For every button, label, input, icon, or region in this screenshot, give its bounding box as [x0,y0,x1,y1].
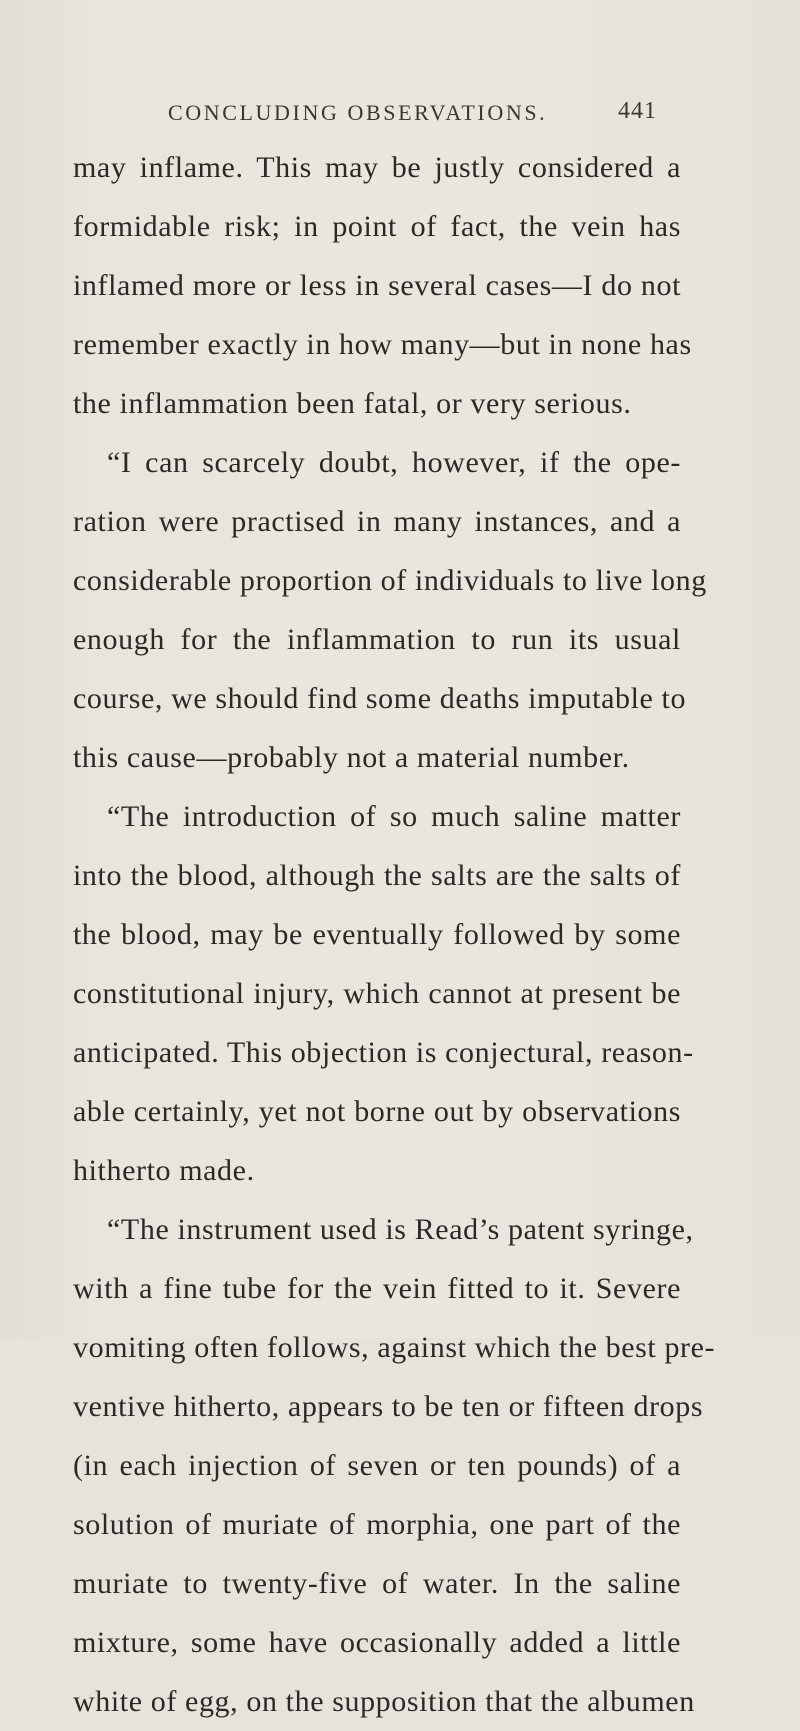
text-line: able certainly, yet not borne out by observations [73,1095,681,1128]
text-line: vomiting often follows, against which the best pre- [73,1331,716,1364]
text-line: anticipated. This objection is conjectural, reason- [73,1036,694,1069]
text-line: “I can scarcely doubt, however, if the ope- [107,446,681,479]
text-line: the blood, may be eventually followed by some [73,918,681,951]
text-line: “The instrument used is Read’s patent syringe, [107,1213,694,1246]
text-line: constitutional injury, which cannot at present be [73,977,681,1010]
text-line: ration were practised in many instances, and a [73,505,681,538]
text-line: the inflammation been fatal, or very serious. [73,387,632,420]
text-line: muriate to twenty-five of water. In the saline [73,1567,681,1600]
text-line: solution of muriate of morphia, one part of the [73,1508,681,1541]
text-line: hitherto made. [73,1154,255,1187]
text-line: this cause—probably not a material number. [73,741,630,774]
running-head [168,100,688,136]
text-line: may inflame. This may be justly considered a [73,151,681,184]
text-line: enough for the inflammation to run its usual [73,623,681,656]
body-text [73,138,716,1731]
running-head-title: CONCLUDING OBSERVATIONS. [168,100,548,125]
text-line: course, we should find some deaths imputable to [73,682,687,715]
text-line: ventive hitherto, appears to be ten or fifteen drops [73,1390,704,1423]
text-line: formidable risk; in point of fact, the vein has [73,210,681,243]
page-number: 441 [618,98,657,124]
text-line: considerable proportion of individuals to live long [73,564,707,597]
text-line: mixture, some have occasionally added a little [73,1626,681,1659]
text-line: into the blood, although the salts are the salts of [73,859,681,892]
text-line: remember exactly in how many—but in none has [73,328,692,361]
text-line: “The introduction of so much saline matter [107,800,681,833]
text-line: inflamed more or less in several cases—I do not [73,269,681,302]
text-line: white of egg, on the supposition that the albumen [73,1685,695,1718]
text-line: (in each injection of seven or ten pounds) of a [73,1449,681,1482]
text-line: with a fine tube for the vein fitted to it. Severe [73,1272,681,1305]
